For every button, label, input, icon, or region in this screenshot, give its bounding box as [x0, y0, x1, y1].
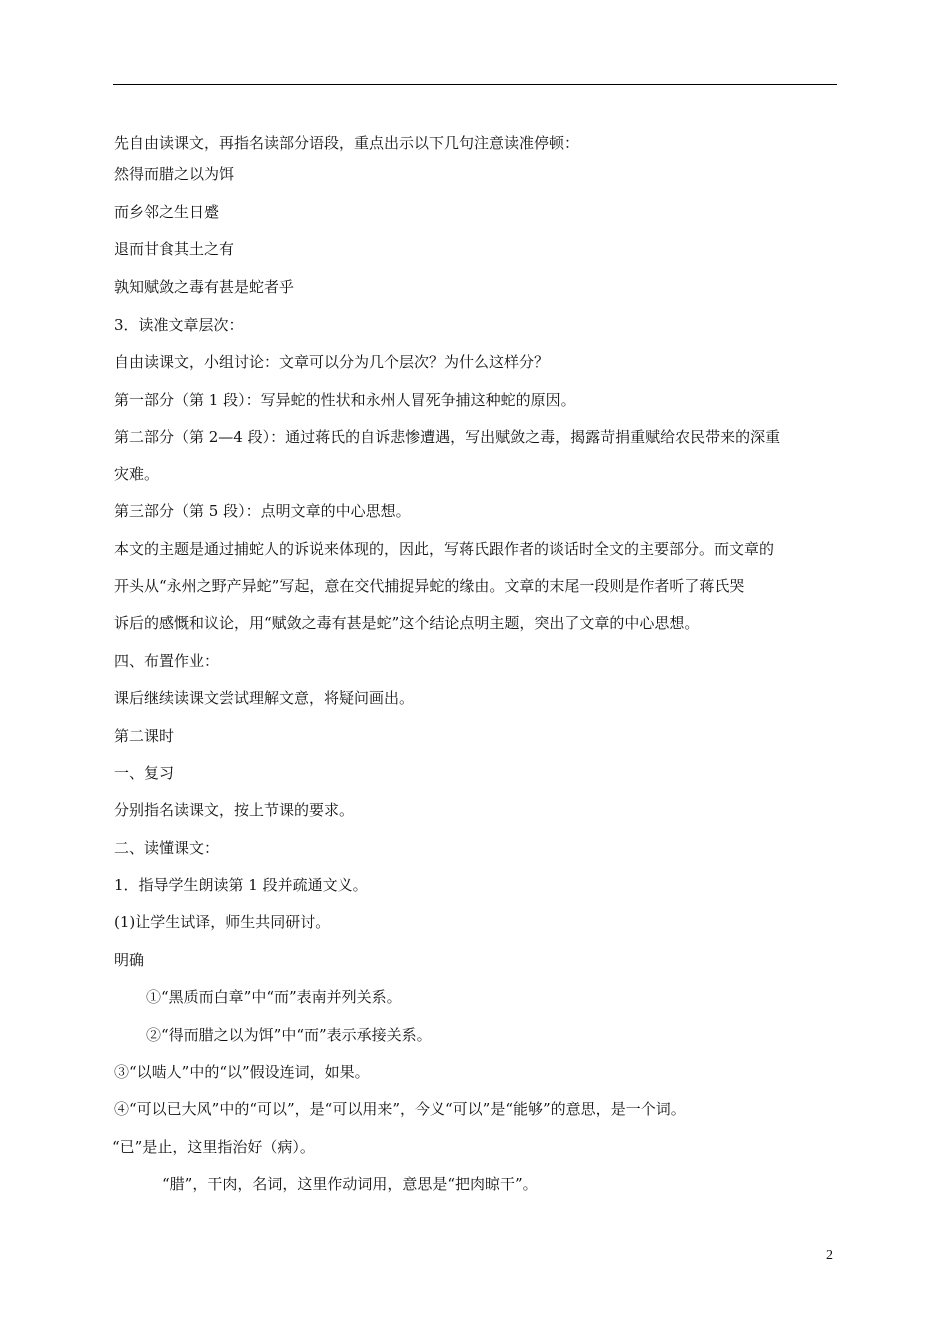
header-rule	[113, 84, 837, 85]
text-line: 第二部分（第 2—4 段）：通过蒋氏的自诉悲惨遭遇，写出赋敛之毒，揭露苛捐重赋给农民带来的深重	[114, 428, 781, 446]
text-line: ③“以啮人”中的“以”假设连词，如果。	[114, 1063, 370, 1081]
text-line: (1)让学生试译，师生共同研讨。	[114, 913, 331, 931]
text-line: 第三部分（第 5 段）：点明文章的中心思想。	[114, 502, 411, 520]
text-line: 一、复习	[114, 764, 175, 782]
text-line: 分别指名读课文，按上节课的要求。	[114, 801, 355, 819]
text-line: 灾难。	[114, 465, 160, 483]
text-line: 第一部分（第 1 段）：写异蛇的性状和永州人冒死争捕这种蛇的原因。	[114, 391, 576, 409]
text-line: 然得而腊之以为饵	[114, 165, 235, 183]
text-line: ②“得而腊之以为饵”中“而”表示承接关系。	[146, 1026, 432, 1044]
text-line: ①“黑质而白章”中“而”表南并列关系。	[146, 988, 402, 1006]
text-line: “腊”，干肉，名词，这里作动词用，意思是“把肉晾干”。	[162, 1175, 538, 1193]
text-line: 明确	[114, 951, 145, 969]
text-line: 自由读课文，小组讨论：文章可以分为几个层次？为什么这样分？	[114, 353, 550, 371]
page-number: 2	[826, 1248, 833, 1263]
text-line: 四、布置作业：	[114, 652, 220, 670]
text-line: “已”是止，这里指治好（病）。	[112, 1138, 315, 1156]
text-line: 本文的主题是通过捕蛇人的诉说来体现的，因此，写蒋氏跟作者的谈话时全文的主要部分。而文章的	[114, 540, 775, 558]
text-line: 课后继续读课文尝试理解文意，将疑问画出。	[114, 689, 415, 707]
text-line: 1．指导学生朗读第 1 段并疏通文义。	[114, 876, 368, 894]
text-line: ④“可以已大风”中的“可以”，是“可以用来”，今义“可以”是“能够”的意思，是一个词。	[114, 1100, 686, 1118]
text-line: 退而甘食其土之有	[114, 240, 235, 258]
text-line: 先自由读课文，再指名读部分语段，重点出示以下几句注意读准停顿：	[114, 134, 580, 152]
text-line: 二、读懂课文：	[114, 839, 220, 857]
text-line: 诉后的感慨和议论，用“赋敛之毒有甚是蛇”这个结论点明主题，突出了文章的中心思想。	[114, 614, 700, 632]
text-line: 开头从“永州之野产异蛇”写起，意在交代捕捉异蛇的缘由。文章的末尾一段则是作者听了蒋氏哭	[114, 577, 745, 595]
text-line: 3．读准文章层次：	[114, 316, 244, 334]
text-line: 而乡邻之生日蹙	[114, 203, 220, 221]
text-line: 第二课时	[114, 727, 175, 745]
text-line: 孰知赋敛之毒有甚是蛇者乎	[114, 278, 295, 296]
